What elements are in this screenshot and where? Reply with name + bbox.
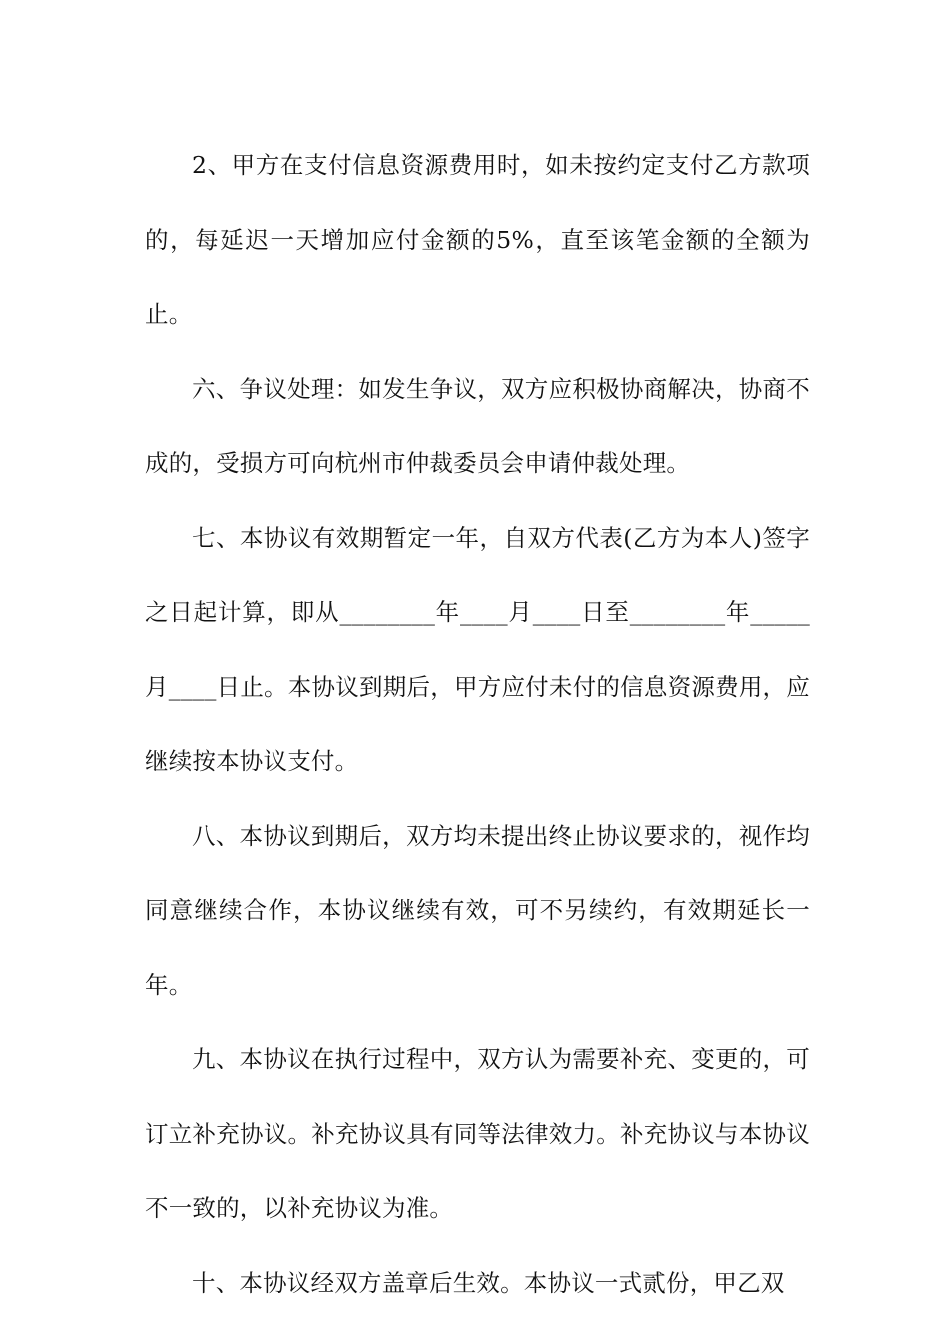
paragraph-effectiveness: 十、本协议经双方盖章后生效。本协议一式贰份，甲乙双 bbox=[192, 1268, 785, 1297]
paragraph-supplementary-agreement: 九、本协议在执行过程中，双方认为需要补充、变更的，可订立补充协议。补充协议具有同等法律效力。补充协议与本协议不一致的，以补充协议为准。 bbox=[145, 1045, 810, 1222]
paragraph-late-payment: 2、甲方在支付信息资源费用时，如未按约定支付乙方款项的，每延迟一天增加应付金额的5%，直至该笔金额的全额为止。 bbox=[145, 151, 810, 328]
paragraph-validity-period: 七、本协议有效期暂定一年，自双方代表(乙方为本人)签字之日起计算，即从________年____月____日至________年_____月____日止。本协议到期后，甲方应付未付的信息资源费用，应继续按本协议支付。 bbox=[145, 523, 810, 775]
paragraph-dispute-resolution: 六、争议处理：如发生争议，双方应积极协商解决，协商不成的，受损方可向杭州市仲裁委员会申请仲裁处理。 bbox=[145, 374, 810, 477]
document-body bbox=[145, 128, 810, 1320]
paragraph-auto-renewal: 八、本协议到期后，双方均未提出终止协议要求的，视作均同意继续合作，本协议继续有效，可不另续约，有效期延长一年。 bbox=[145, 821, 810, 999]
